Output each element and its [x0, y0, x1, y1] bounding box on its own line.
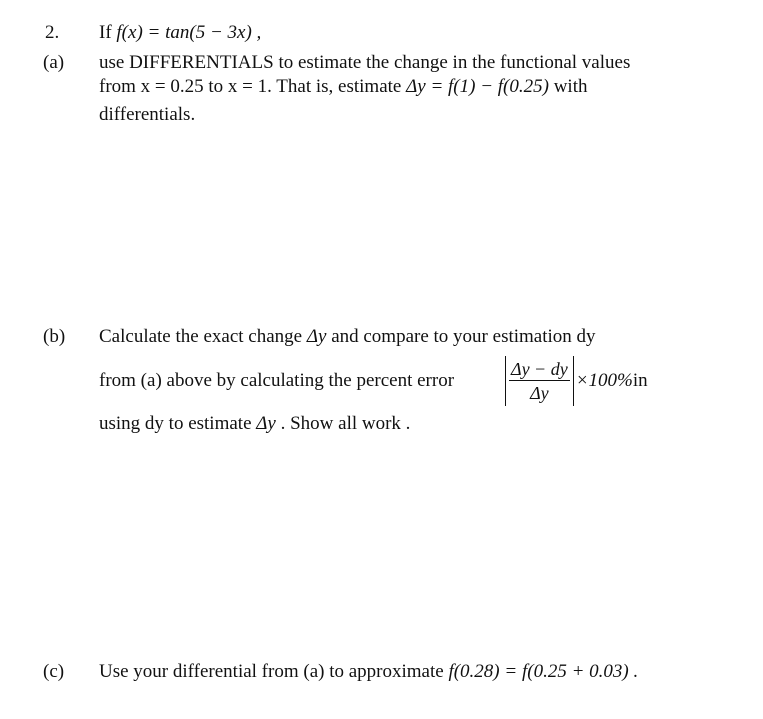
part-b-line-3-suffix: . Show all work . — [275, 413, 411, 434]
problem-number: 2. — [45, 22, 60, 43]
fraction-denominator: Δy — [530, 383, 549, 403]
part-c-approximation-expression: f(0.28) = f(0.25 + 0.03) . — [448, 661, 639, 682]
percent-multiplier: ×100% — [575, 370, 633, 391]
part-b-line-3 — [99, 413, 410, 435]
part-b-label: (b) — [43, 326, 66, 347]
problem-intro — [99, 22, 261, 44]
part-a-line-3: differentials. — [99, 104, 196, 125]
part-b-line-2-suffix: in — [632, 370, 648, 391]
part-c-line-1-prefix: Use your differential from (a) to approximate — [99, 661, 449, 682]
part-a-delta-y-expression: Δy = f(1) − f(0.25) — [406, 76, 549, 97]
part-b-line-1-suffix: and compare to your estimation dy — [326, 326, 596, 347]
part-b-line-3-prefix: using dy to estimate — [99, 413, 257, 434]
absolute-value-bars — [505, 356, 574, 406]
intro-prefix: If — [99, 22, 117, 43]
fraction-numerator: Δy − dy — [511, 359, 568, 379]
part-a-line-1: use DIFFERENTIALS to estimate the change in the functional values — [99, 52, 631, 73]
function-definition: f(x) = tan(5 − 3x) , — [116, 22, 262, 43]
part-a-line-2-suffix: with — [548, 76, 588, 97]
part-b-line-1-prefix: Calculate the exact change — [99, 326, 307, 347]
part-a-line-2 — [99, 76, 587, 98]
part-a-line-2-prefix: from x = 0.25 to x = 1. That is, estimate — [99, 76, 407, 97]
part-b-line-3-delta-y: Δy — [256, 413, 276, 434]
part-b-line-2-prefix: from (a) above by calculating the percent error — [99, 370, 455, 391]
percent-error-fraction — [509, 359, 570, 403]
part-c-label: (c) — [43, 661, 65, 682]
part-b-line-2 — [99, 370, 454, 392]
part-b-delta-y: Δy — [306, 326, 327, 347]
part-b-line-1 — [99, 326, 596, 348]
part-a-label: (a) — [43, 52, 65, 73]
percent-error-formula — [505, 354, 648, 408]
part-c-line-1 — [99, 661, 638, 683]
